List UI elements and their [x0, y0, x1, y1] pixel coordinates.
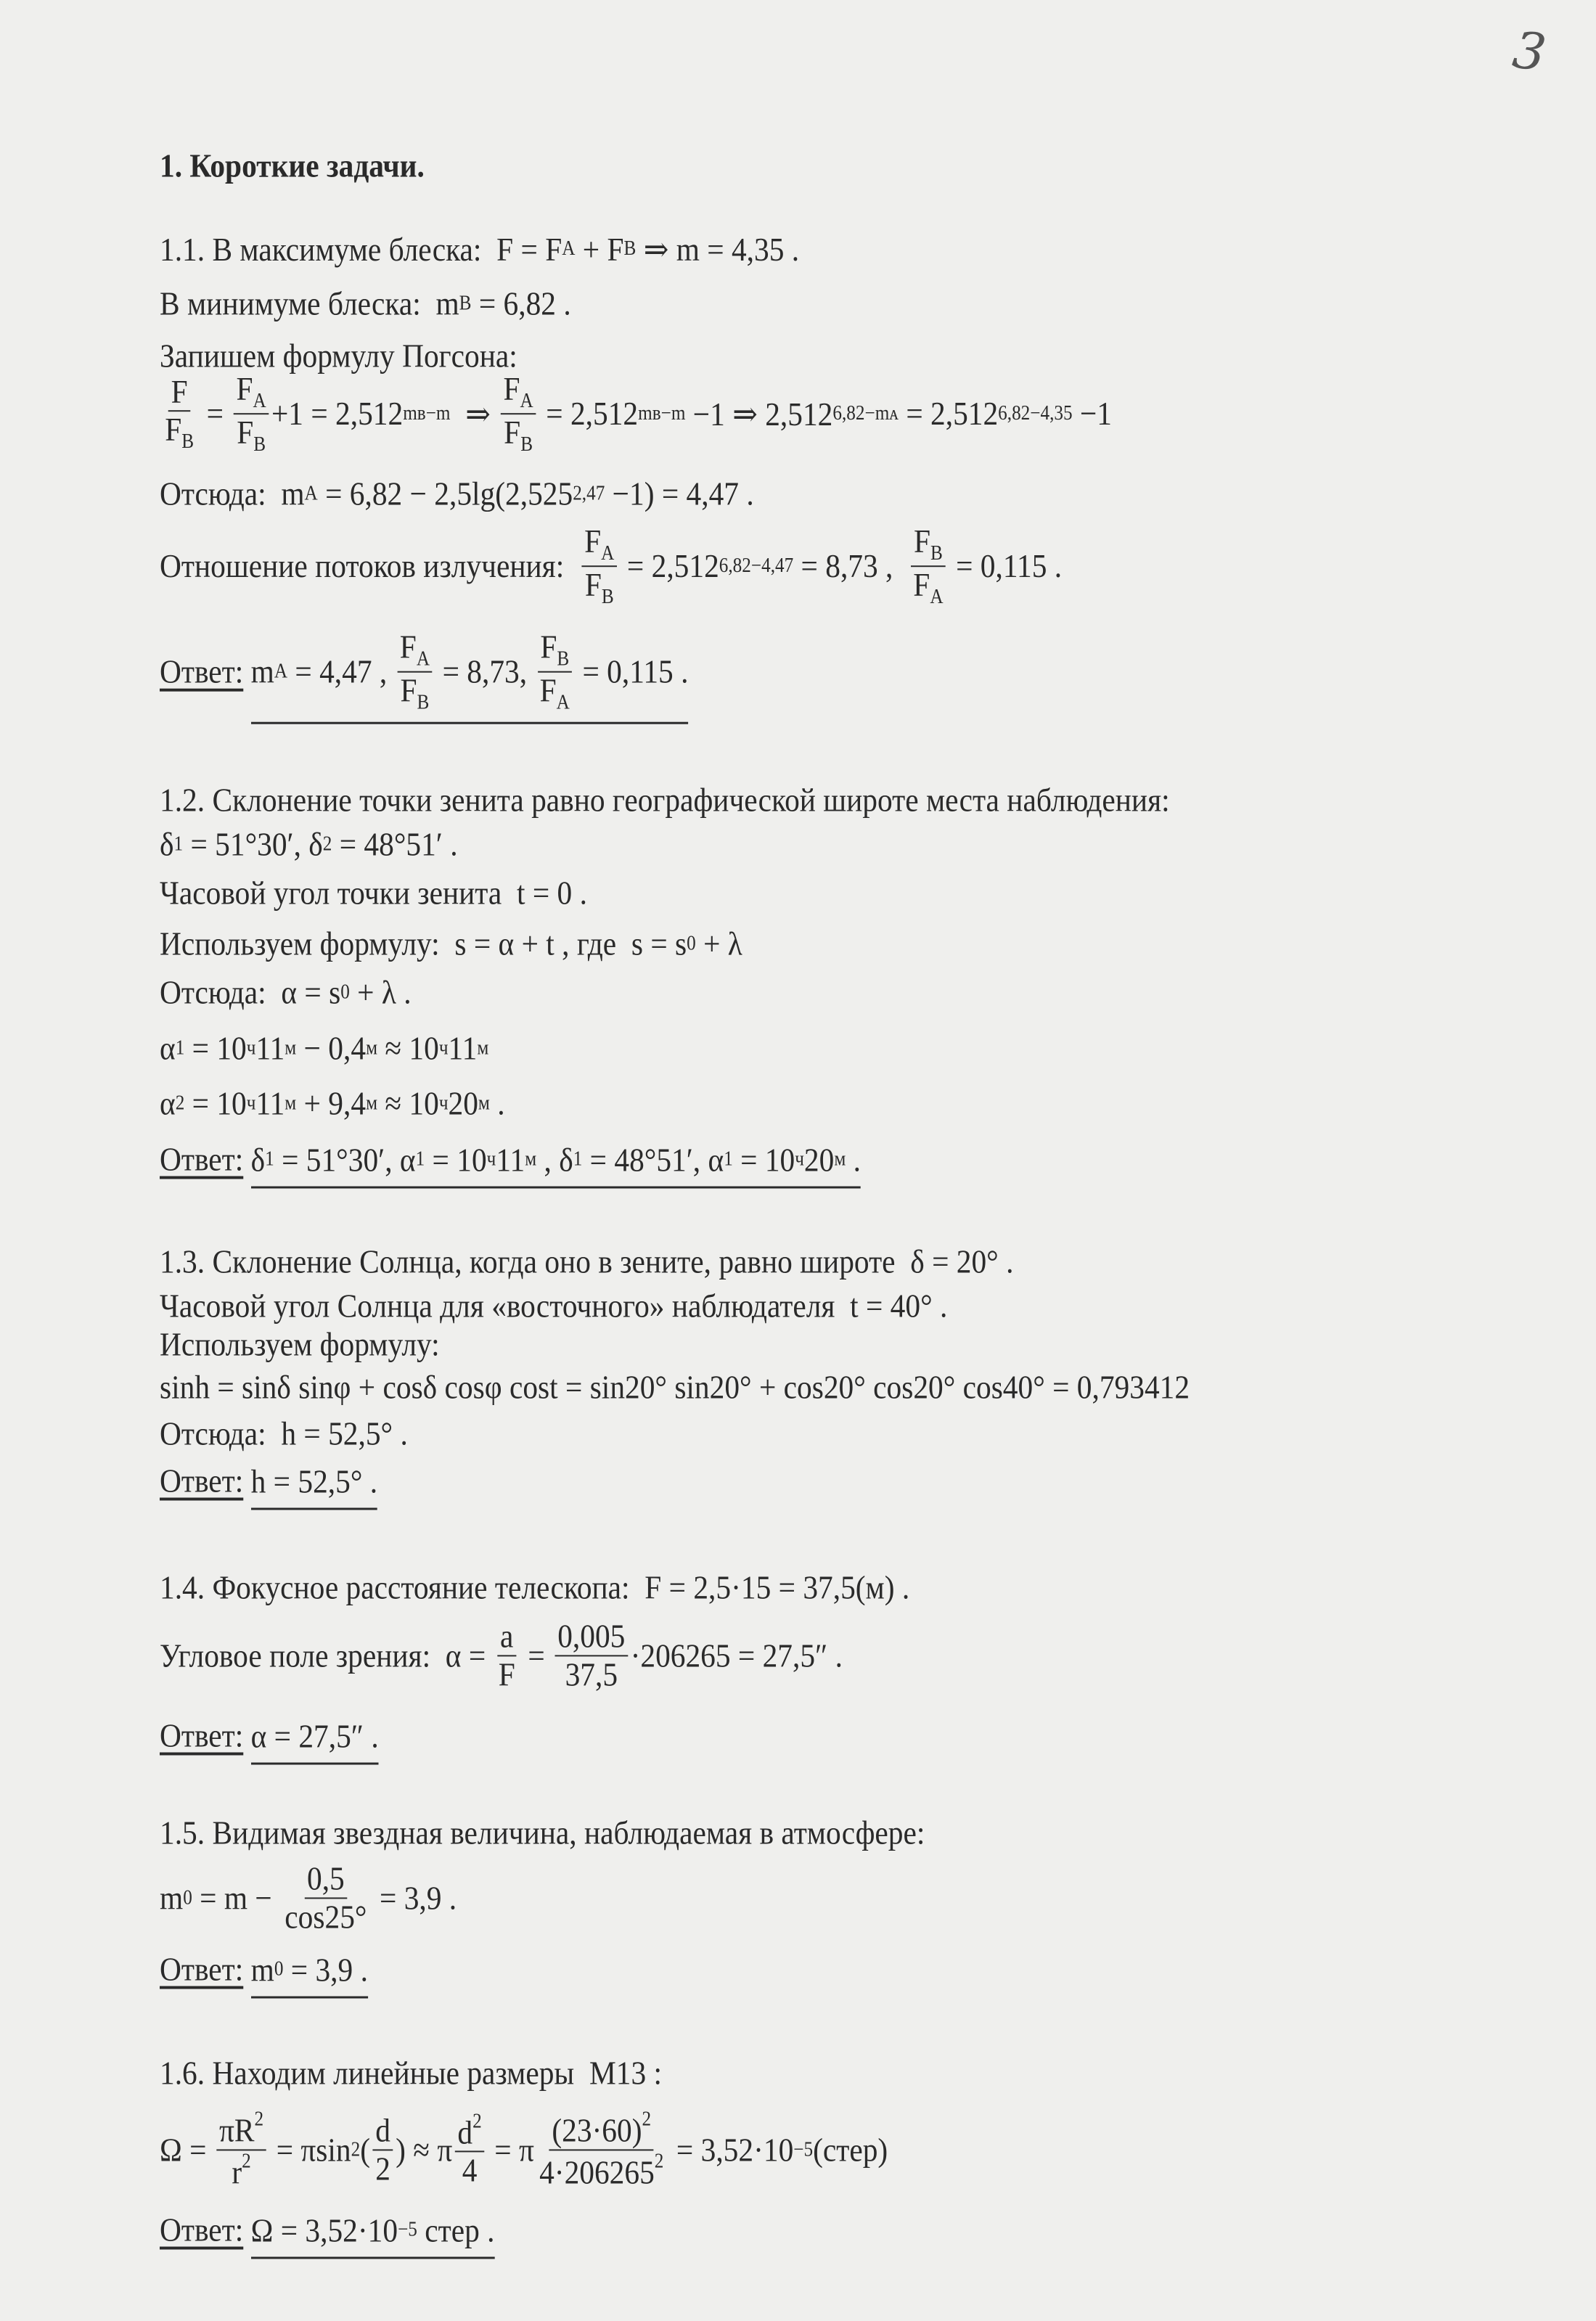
fraction: [555, 1618, 628, 1692]
line-content: [160, 781, 1170, 819]
text-run: Ω =: [160, 2131, 214, 2169]
text-run: = 2,512: [619, 547, 719, 585]
line-content: [160, 973, 412, 1012]
text-run: =: [520, 1637, 553, 1674]
text-run: Используем формулу: s = α + t , где s = s: [160, 925, 687, 962]
text-run: Отсюда: h = 52,5° .: [160, 1415, 408, 1452]
subscript: A: [556, 691, 570, 714]
text-run: m: [250, 653, 274, 690]
text-run: 1.4. Фокусное расстояние телескопа: F = 2,5·15 = 37,5(м) .: [160, 1568, 910, 1606]
text-run: .: [846, 1141, 861, 1178]
fraction: [536, 2108, 666, 2190]
text-run: Отношение потоков излучения:: [160, 547, 579, 585]
line-content: [160, 1950, 368, 1989]
text-run: +1 = 2,512: [271, 395, 404, 433]
text-run: 1.2. Склонение точки зенита равно географической широте места наблюдения:: [160, 781, 1170, 819]
fraction-numerator: [397, 629, 432, 673]
text-run: F: [540, 628, 557, 666]
fraction: [282, 1860, 369, 1935]
text-run: = 0,115 .: [575, 653, 689, 690]
text-run: 1.5. Видимая звездная величина, наблюдаемая в атмосфере:: [160, 1814, 925, 1851]
superscript: ч: [246, 1092, 256, 1114]
superscript: 2: [351, 2138, 361, 2161]
subscript: A: [304, 482, 318, 504]
fraction-numerator: [911, 523, 945, 567]
text-run: ) ≈ π: [396, 2131, 453, 2169]
text-run: + λ: [695, 925, 742, 962]
text-run: 11: [255, 1029, 285, 1067]
superscript: ч: [246, 1036, 256, 1059]
text-run: 37,5: [565, 1655, 618, 1692]
text-run: F: [171, 372, 188, 410]
subscript: B: [253, 433, 266, 456]
answer-value: [251, 1950, 368, 1998]
text-run: Отсюда: m: [160, 475, 305, 512]
line-content: [160, 1029, 488, 1068]
fraction-numerator: [216, 2108, 266, 2150]
text-run: α = 27,5″ .: [250, 1717, 379, 1754]
subscript: 0: [183, 1886, 192, 1909]
fraction: [582, 523, 617, 609]
text-run: [243, 1950, 250, 1989]
superscript: м: [285, 1036, 297, 1059]
subscript: 0: [687, 932, 696, 954]
fraction-numerator: [555, 1618, 628, 1656]
text-run: [243, 1140, 250, 1179]
superscript: −5: [398, 2218, 417, 2241]
subscript: B: [557, 647, 570, 671]
text-run: [243, 652, 250, 691]
fraction-denominator: [234, 414, 269, 457]
text-run: =: [199, 395, 232, 433]
text-run: Запишем формулу Погсона:: [160, 337, 517, 374]
superscript: 2: [642, 2108, 652, 2131]
answer-value: [251, 629, 689, 724]
subscript: B: [181, 430, 195, 454]
fraction-numerator: [234, 371, 269, 414]
text-run: = m −: [192, 1879, 280, 1917]
text-run: 4: [462, 2151, 478, 2189]
subscript: 1: [173, 832, 184, 855]
line-content: [160, 925, 742, 963]
text-run: d: [375, 2111, 390, 2149]
text-run: .: [489, 1084, 505, 1122]
text-run: −1 ⇒ 2,512: [685, 396, 833, 433]
text-run: = 4,47 ,: [287, 653, 395, 690]
text-run: cos25°: [285, 1898, 367, 1935]
superscript: м: [834, 1147, 846, 1171]
fraction-numerator: [455, 2111, 485, 2153]
text-run: 11: [496, 1141, 525, 1178]
text-run: [243, 1462, 250, 1500]
text-run: Часовой угол Солнца для «восточного» наблюдателя t = 40° .: [160, 1287, 948, 1325]
subscript: B: [930, 542, 943, 565]
text-run: h = 52,5° .: [250, 1462, 378, 1499]
text-run: = 48°51′ .: [332, 825, 458, 863]
text-run: = 51°30′, α: [274, 1141, 416, 1178]
text-run: a: [500, 1617, 514, 1655]
fraction: [373, 2112, 393, 2187]
text-run: (: [360, 2131, 371, 2169]
text-run: m: [160, 1879, 184, 1917]
text-run: m: [250, 1951, 274, 1988]
fraction: [455, 2111, 485, 2189]
fraction-denominator: [536, 2150, 666, 2191]
fraction: [216, 2108, 266, 2190]
text-run: = 6,82 − 2,5lg(2,525: [317, 475, 573, 512]
fraction-denominator: [373, 2150, 393, 2187]
line-content: [160, 371, 1112, 457]
subscript: 2: [175, 1092, 185, 1114]
line-content: [160, 1462, 377, 1500]
line-content: [160, 1618, 843, 1692]
superscript: 2,47: [573, 482, 605, 504]
answer-label: Ответ:: [160, 652, 244, 690]
superscript: 2: [242, 2150, 251, 2172]
fraction-numerator: [582, 523, 617, 567]
line-content: [160, 1568, 909, 1607]
text-run: + λ .: [349, 973, 412, 1011]
text-run: = 3,9 .: [372, 1879, 457, 1917]
line-content: [160, 337, 517, 375]
text-run: = 2,512: [898, 395, 999, 433]
text-run: F: [913, 523, 931, 560]
fraction: [911, 523, 946, 609]
line-content: [160, 475, 754, 513]
fraction-denominator: [911, 567, 946, 609]
answer-label: Ответ:: [160, 1950, 244, 1988]
line-content: [160, 825, 458, 864]
text-run: Используем формулу:: [160, 1325, 440, 1363]
text-run: F: [503, 370, 520, 408]
fraction: [537, 629, 572, 715]
line-content: [160, 285, 571, 323]
superscript: 6,82−4,35: [998, 402, 1073, 425]
line-content: [160, 1140, 861, 1179]
superscript: ч: [795, 1147, 804, 1171]
page-number: 3: [1509, 20, 1550, 83]
subscript: B: [520, 433, 533, 456]
line-content: [160, 1084, 505, 1123]
text-run: = πsin: [269, 2131, 351, 2169]
text-run: δ: [160, 825, 174, 863]
line-content: [160, 2108, 888, 2190]
fraction-denominator: [562, 1656, 621, 1693]
line-content: [160, 1368, 1190, 1407]
subscript: A: [601, 542, 615, 565]
fraction-denominator: [282, 1899, 369, 1936]
text-run: = 3,9 .: [283, 1951, 368, 1988]
answer-label: Ответ:: [160, 1462, 244, 1499]
text-run: α: [160, 1084, 176, 1122]
superscript: 2: [254, 2108, 264, 2131]
subscript: 1: [573, 1147, 583, 1171]
text-run: δ: [250, 1141, 266, 1178]
text-run: ≈ 10: [377, 1084, 439, 1122]
text-run: = 10: [732, 1141, 795, 1178]
text-run: ⇒ m = 4,35 .: [636, 231, 800, 268]
text-run: 4·206265: [539, 2153, 655, 2190]
line-content: [160, 1287, 947, 1325]
text-run: 2: [375, 2150, 390, 2187]
fraction-numerator: [497, 1618, 516, 1656]
fraction-denominator: [537, 673, 572, 715]
superscript: 6,82−4,47: [719, 554, 794, 577]
text-run: (стер): [813, 2131, 888, 2169]
fraction: [234, 371, 269, 457]
superscript: 6,82−mᴀ: [832, 402, 899, 425]
text-run: F: [504, 414, 521, 451]
subscript: 0: [274, 1957, 284, 1981]
fraction-denominator: [229, 2150, 254, 2191]
superscript: м: [366, 1036, 378, 1059]
text-run: 1.3. Склонение Солнца, когда оно в зените, равно широте δ = 20° .: [160, 1243, 1014, 1280]
fraction-denominator: [502, 414, 536, 457]
fraction-denominator: [163, 412, 197, 454]
text-run: = 51°30′, δ: [183, 825, 323, 863]
subscript: A: [520, 390, 533, 413]
text-run: F: [913, 566, 930, 603]
fraction: [496, 1618, 517, 1692]
text-run: α: [160, 1029, 176, 1067]
answer-label: Ответ:: [160, 2211, 244, 2248]
text-run: F: [236, 370, 253, 408]
line-content: [160, 874, 587, 912]
text-run: Отсюда: α = s: [160, 973, 341, 1011]
text-run: ·206265 = 27,5″ .: [630, 1637, 843, 1674]
fraction-denominator: [582, 567, 616, 609]
subscript: A: [930, 586, 944, 608]
subscript: A: [416, 647, 430, 671]
fraction-numerator: [304, 1860, 347, 1899]
text-run: F: [584, 523, 602, 560]
text-run: d: [457, 2113, 473, 2150]
text-run: [243, 1716, 250, 1755]
text-run: 1.6. Находим линейные размеры M13 :: [160, 2054, 663, 2092]
superscript: ч: [486, 1147, 496, 1171]
subscript: A: [562, 237, 576, 260]
subscript: B: [459, 292, 472, 314]
text-run: + F: [575, 230, 624, 268]
fraction-numerator: [168, 374, 190, 412]
line-content: [160, 1860, 457, 1935]
text-run: ⇒: [450, 396, 499, 433]
superscript: м: [478, 1092, 490, 1114]
text-run: = 10: [184, 1084, 247, 1122]
line-content: [160, 229, 799, 269]
text-run: 20: [448, 1084, 478, 1122]
text-run: F: [539, 671, 557, 709]
text-run: 0,5: [307, 1859, 345, 1897]
text-run: = 0,115 .: [948, 547, 1063, 585]
subscript: A: [253, 390, 266, 413]
text-run: = 8,73,: [435, 653, 535, 690]
text-run: F: [400, 671, 417, 709]
text-run: −1) = 4,47 .: [605, 475, 754, 512]
subscript: 2: [322, 832, 332, 855]
fraction-numerator: [538, 629, 572, 673]
superscript: 2: [472, 2109, 482, 2132]
subscript: 1: [724, 1147, 733, 1171]
fraction-numerator: [373, 2112, 393, 2150]
text-run: ≈ 10: [377, 1029, 439, 1067]
superscript: mʙ−m: [403, 402, 451, 425]
text-run: 1. Короткие задачи.: [160, 147, 425, 184]
fraction: [397, 629, 432, 715]
text-run: = π: [486, 2131, 534, 2169]
answer-label: Ответ:: [160, 1140, 244, 1178]
fraction-denominator: [496, 1656, 517, 1693]
superscript: ч: [438, 1092, 449, 1114]
text-run: = 48°51′, α: [582, 1141, 724, 1178]
text-run: sinh = sinδ sinφ + cosδ cosφ cost = sin20° sin20° + cos20° cos20° cos40° = 0,793412: [160, 1368, 1190, 1406]
answer-value: [251, 1140, 861, 1188]
line-content: [160, 1814, 925, 1852]
text-run: , δ: [536, 1141, 573, 1178]
text-run: = 8,73 ,: [793, 547, 909, 585]
fraction: [501, 371, 536, 457]
subscript: B: [417, 691, 430, 714]
text-run: = 6,82 .: [471, 285, 571, 322]
subscript: A: [274, 660, 288, 683]
superscript: 2: [654, 2150, 664, 2172]
text-run: = 10: [184, 1029, 247, 1067]
answer-label: Ответ:: [160, 1716, 244, 1754]
text-run: πR: [219, 2111, 255, 2149]
line-content: [160, 1415, 408, 1453]
text-run: Часовой угол точки зенита t = 0 .: [160, 874, 587, 912]
subscript: 1: [265, 1147, 274, 1171]
text-run: Угловое поле зрения: α =: [160, 1637, 494, 1674]
line-content: [160, 523, 1062, 609]
superscript: mʙ−m: [638, 402, 686, 425]
line-content: [160, 1716, 379, 1755]
text-run: −1: [1072, 395, 1113, 433]
text-run: = 2,512: [538, 395, 639, 433]
text-run: F: [498, 1655, 515, 1692]
text-run: В минимуме блеска: m: [160, 285, 459, 322]
line-content: [160, 147, 425, 185]
text-run: стер .: [417, 2211, 495, 2248]
line-content: [160, 629, 688, 714]
subscript: B: [601, 586, 614, 608]
superscript: м: [366, 1092, 378, 1114]
answer-value: [251, 2211, 495, 2259]
text-run: + 9,4: [296, 1084, 367, 1122]
subscript: 0: [340, 981, 350, 1003]
text-run: Ω = 3,52·10: [250, 2211, 398, 2248]
text-run: [243, 2211, 250, 2249]
fraction-numerator: [501, 371, 536, 414]
fraction-denominator: [459, 2153, 480, 2190]
answer-value: [251, 1716, 379, 1764]
line-content: [160, 1325, 440, 1364]
text-run: F: [399, 628, 417, 666]
text-run: = 3,52·10: [668, 2131, 794, 2169]
superscript: −5: [793, 2138, 814, 2161]
text-run: F: [584, 566, 602, 603]
text-run: − 0,4: [296, 1029, 367, 1067]
fraction: [163, 374, 197, 454]
text-run: 20: [803, 1141, 835, 1178]
text-run: r: [232, 2153, 242, 2190]
line-content: [160, 1243, 1013, 1281]
subscript: 1: [415, 1147, 425, 1171]
fraction-numerator: [549, 2108, 654, 2150]
subscript: 1: [175, 1036, 185, 1059]
superscript: м: [525, 1147, 537, 1171]
subscript: B: [623, 237, 637, 260]
text-run: = 10: [425, 1141, 487, 1178]
line-content: [160, 2054, 662, 2092]
superscript: м: [285, 1092, 297, 1114]
text-run: F: [165, 411, 182, 449]
text-run: 11: [255, 1084, 285, 1122]
answer-value: [251, 1462, 377, 1510]
text-run: 0,005: [557, 1617, 626, 1655]
text-run: 1.1. В максимуме блеска: F = F: [160, 230, 562, 268]
line-content: [160, 2211, 494, 2249]
superscript: ч: [438, 1036, 449, 1059]
text-run: F: [237, 414, 254, 451]
fraction-denominator: [398, 673, 432, 715]
text-run: (23·60): [552, 2111, 642, 2149]
text-run: 11: [448, 1029, 478, 1067]
superscript: м: [477, 1036, 489, 1059]
